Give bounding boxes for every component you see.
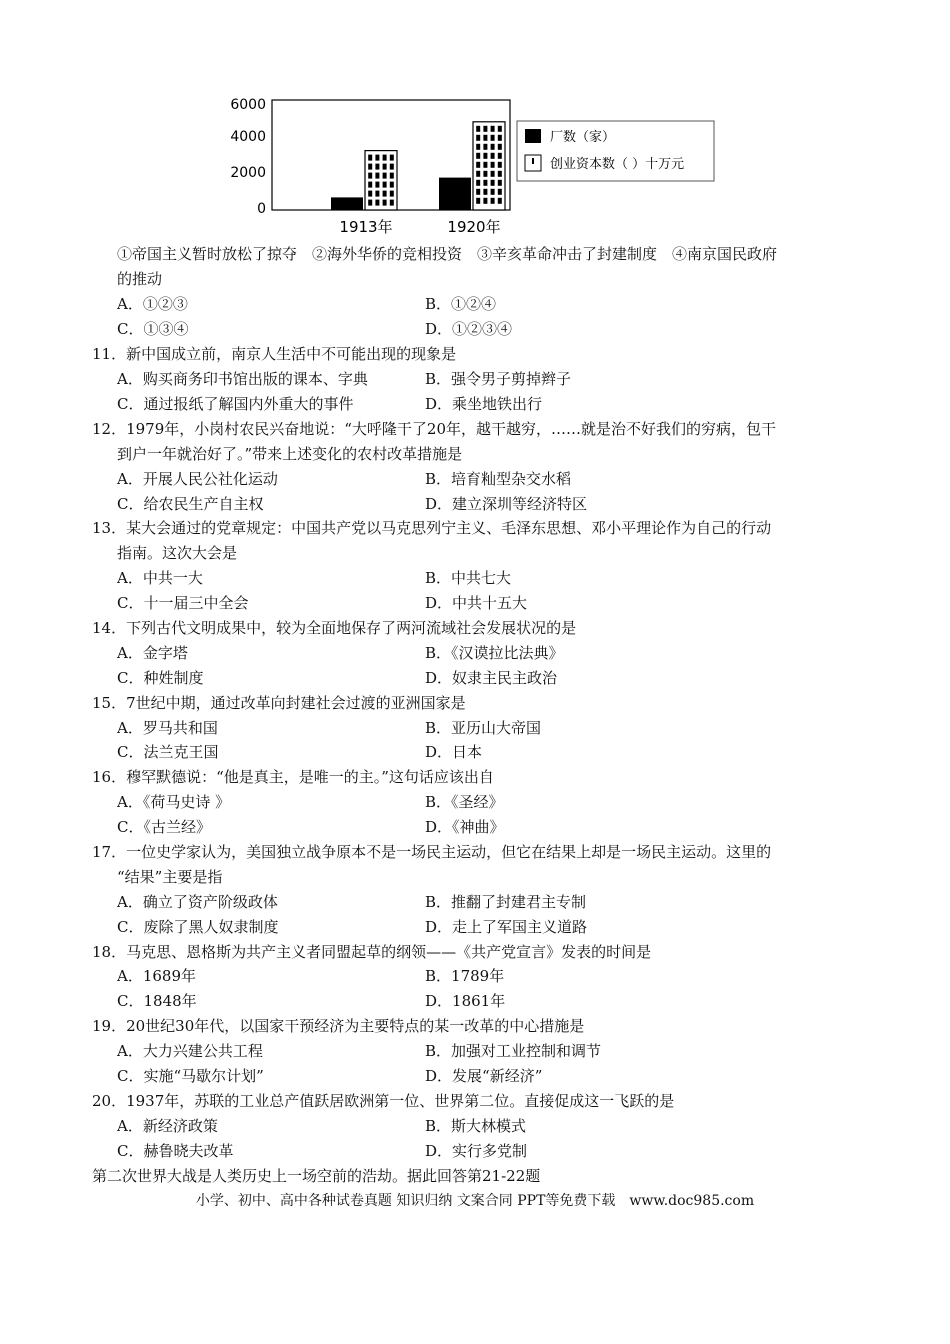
q14-option-a: A．金字塔 <box>117 644 188 662</box>
bar-capital-pattern <box>483 171 487 177</box>
q16-option-b: B．《圣经》 <box>425 793 504 811</box>
bar-capital-pattern <box>498 126 502 132</box>
q19-option-b: B．加强对工业控制和调节 <box>425 1042 602 1060</box>
y-axis-ticks <box>230 97 266 217</box>
bars-group <box>331 122 505 210</box>
legend-swatch-capital-mark <box>532 158 534 164</box>
q11-option-c: C．通过报纸了解国内外重大的事件 <box>117 395 354 413</box>
legend <box>517 121 714 181</box>
bar-capital-pattern <box>491 171 495 177</box>
y-tick-label: 0 <box>257 201 266 217</box>
bar-capital-pattern <box>368 200 372 206</box>
bar-capital-pattern <box>383 173 387 179</box>
bar-capital-pattern <box>498 144 502 150</box>
bar-capital-pattern <box>491 162 495 168</box>
q15-option-b: B．亚历山大帝国 <box>425 719 542 737</box>
bar-chart <box>220 88 720 238</box>
bar-capital-pattern <box>368 164 372 170</box>
legend-swatch-factories <box>525 129 541 143</box>
q15-option-a: A．罗马共和国 <box>117 719 218 737</box>
bar-capital-pattern <box>368 182 372 188</box>
bar-capital-pattern <box>498 162 502 168</box>
bar-capital-pattern <box>498 198 502 204</box>
q12-option-c: C．给农民生产自主权 <box>117 495 264 513</box>
q19-option-d: D．发展“新经济” <box>425 1067 543 1085</box>
q11-option-b: B．强令男子剪掉辫子 <box>425 370 572 388</box>
bar-capital-pattern <box>483 180 487 186</box>
q13-option-c: C．十一届三中全会 <box>117 594 249 612</box>
bar-capital-pattern <box>476 189 480 195</box>
q10-statements-cont: 的推动 <box>117 270 163 288</box>
q12-stem-cont: 到户一年就治好了。”带来上述变化的农村改革措施是 <box>117 445 463 463</box>
bar-capital-pattern <box>476 171 480 177</box>
q10-statements: ①帝国主义暂时放松了掠夺 ②海外华侨的竞相投资 ③辛亥革命冲击了封建制度 ④南京国民政府 <box>117 245 778 263</box>
bar-capital-pattern <box>476 162 480 168</box>
q13-option-b: B．中共七大 <box>425 569 512 587</box>
x-tick-label: 1913年 <box>339 218 393 236</box>
q13-option-d: D．中共十五大 <box>425 594 528 612</box>
bar-factories <box>439 178 471 210</box>
bar-capital-pattern <box>375 164 379 170</box>
bar-capital-pattern <box>498 180 502 186</box>
section-intro-21-22: 第二次世界大战是人类历史上一场空前的浩劫。据此回答第21-22题 <box>92 1167 541 1185</box>
bar-capital-pattern <box>491 180 495 186</box>
bar-capital-pattern <box>483 126 487 132</box>
bar-capital-pattern <box>476 126 480 132</box>
bar-capital-pattern <box>498 189 502 195</box>
q15-stem: 15．7世纪中期，通过改革向封建社会过渡的亚洲国家是 <box>92 694 466 712</box>
x-axis-ticks <box>339 218 500 236</box>
bar-capital-pattern <box>383 200 387 206</box>
y-tick-label: 2000 <box>230 165 266 181</box>
bar-capital-pattern <box>390 164 394 170</box>
y-tick-label: 6000 <box>230 97 266 113</box>
bar-capital-pattern <box>368 155 372 161</box>
bar-capital-pattern <box>375 155 379 161</box>
q18-option-c: C．1848年 <box>117 992 197 1010</box>
q17-stem: 17．一位史学家认为，美国独立战争原本不是一场民主运动，但它在结果上却是一场民主运动。这里的 <box>92 843 772 861</box>
bar-capital-pattern <box>491 144 495 150</box>
bar-capital-pattern <box>483 144 487 150</box>
q13-option-a: A．中共一大 <box>117 569 203 587</box>
q13-stem-cont: 指南。这次大会是 <box>117 544 238 562</box>
bar-capital-pattern <box>375 173 379 179</box>
legend-frame <box>517 121 714 181</box>
bar-capital-pattern <box>390 173 394 179</box>
bar-capital-pattern <box>483 135 487 141</box>
bar-capital-pattern <box>476 135 480 141</box>
x-tick-label: 1920年 <box>447 218 501 236</box>
legend-label-capital: 创业资本数（ ）十万元 <box>550 157 685 172</box>
bar-capital-pattern <box>476 153 480 159</box>
bar-capital-pattern <box>476 144 480 150</box>
bar-capital-pattern <box>491 135 495 141</box>
q10-option-d: D．①②③④ <box>425 320 513 338</box>
page-footer: 小学、初中、高中各种试卷真题 知识归纳 文案合同 PPT等免费下载 www.doc985.com <box>195 1193 755 1209</box>
bar-factories <box>331 197 363 210</box>
q12-stem: 12．1979年，小岗村农民兴奋地说：“大呼隆干了20年，越干越穷，……就是治不好我们的穷病，包干 <box>92 420 777 438</box>
q10-option-b: B．①②④ <box>425 295 497 313</box>
bar-capital-pattern <box>483 162 487 168</box>
q18-stem: 18．马克思、恩格斯为共产主义者同盟起草的纲领——《共产党宣言》发表的时间是 <box>92 943 652 961</box>
bar-capital-pattern <box>476 180 480 186</box>
q20-option-d: D．实行多党制 <box>425 1142 528 1160</box>
bar-capital-pattern <box>375 191 379 197</box>
bar-capital-pattern <box>383 164 387 170</box>
q19-option-c: C．实施“马歇尔计划” <box>117 1067 264 1085</box>
bar-capital-pattern <box>491 189 495 195</box>
q17-option-d: D．走上了军国主义道路 <box>425 918 588 936</box>
bar-capital-pattern <box>383 155 387 161</box>
q11-stem: 11．新中国成立前，南京人生活中不可能出现的现象是 <box>92 345 457 363</box>
q19-option-a: A．大力兴建公共工程 <box>117 1042 263 1060</box>
q15-option-c: C．法兰克王国 <box>117 743 219 761</box>
q12-option-b: B．培育籼型杂交水稻 <box>425 470 572 488</box>
q20-option-c: C．赫鲁晓夫改革 <box>117 1142 234 1160</box>
bar-capital-pattern <box>483 153 487 159</box>
bar-capital-pattern <box>498 135 502 141</box>
legend-label-factories: 厂数（家） <box>550 130 616 145</box>
q16-option-a: A．《荷马史诗 》 <box>117 793 231 811</box>
q17-option-b: B．推翻了封建君主专制 <box>425 893 587 911</box>
q13-stem: 13．某大会通过的党章规定：中国共产党以马克思列宁主义、毛泽东思想、邓小平理论作为自己的行动 <box>92 519 772 537</box>
q16-option-c: C．《古兰经》 <box>117 818 211 836</box>
q18-option-b: B．1789年 <box>425 967 505 985</box>
bar-capital-pattern <box>491 198 495 204</box>
q11-option-a: A．购买商务印书馆出版的课本、字典 <box>117 370 368 388</box>
q12-option-a: A．开展人民公社化运动 <box>117 470 278 488</box>
bar-capital-pattern <box>483 198 487 204</box>
q10-option-c: C．①③④ <box>117 320 189 338</box>
q14-stem: 14．下列古代文明成果中，较为全面地保存了两河流域社会发展状况的是 <box>92 619 577 637</box>
bar-capital-pattern <box>375 200 379 206</box>
q16-stem: 16．穆罕默德说：“他是真主，是唯一的主。”这句话应该出自 <box>92 768 494 786</box>
q12-option-d: D．建立深圳等经济特区 <box>425 495 588 513</box>
bar-capital-pattern <box>390 155 394 161</box>
q20-option-a: A．新经济政策 <box>117 1117 218 1135</box>
q16-option-d: D．《神曲》 <box>425 818 505 836</box>
q14-option-d: D．奴隶主民主政治 <box>425 669 558 687</box>
q18-option-d: D．1861年 <box>425 992 506 1010</box>
bar-capital-pattern <box>368 173 372 179</box>
bar-capital-pattern <box>368 191 372 197</box>
bar-capital-pattern <box>390 182 394 188</box>
q18-option-a: A．1689年 <box>117 967 197 985</box>
q14-option-c: C．种姓制度 <box>117 669 204 687</box>
y-tick-label: 4000 <box>230 129 266 145</box>
bar-capital-pattern <box>375 182 379 188</box>
q19-stem: 19．20世纪30年代，以国家干预经济为主要特点的某一改革的中心措施是 <box>92 1017 585 1035</box>
q17-stem-cont: “结果”主要是指 <box>117 868 223 886</box>
bar-capital-pattern <box>383 191 387 197</box>
q20-stem: 20．1937年，苏联的工业总产值跃居欧洲第一位、世界第二位。直接促成这一飞跃的是 <box>92 1092 675 1110</box>
bar-capital-pattern <box>390 191 394 197</box>
q17-option-a: A．确立了资产阶级政体 <box>117 893 278 911</box>
q14-option-b: B．《汉谟拉比法典》 <box>425 644 564 662</box>
bar-capital-pattern <box>476 198 480 204</box>
bar-capital-pattern <box>491 153 495 159</box>
q17-option-c: C．废除了黑人奴隶制度 <box>117 918 279 936</box>
bar-capital-pattern <box>491 126 495 132</box>
q20-option-b: B．斯大林模式 <box>425 1117 527 1135</box>
bar-capital-pattern <box>498 171 502 177</box>
bar-capital-pattern <box>498 153 502 159</box>
q11-option-d: D．乘坐地铁出行 <box>425 395 543 413</box>
q15-option-d: D．日本 <box>425 743 483 761</box>
bar-capital-pattern <box>483 189 487 195</box>
bar-capital-pattern <box>390 200 394 206</box>
bar-capital-pattern <box>383 182 387 188</box>
q10-option-a: A．①②③ <box>117 295 188 313</box>
